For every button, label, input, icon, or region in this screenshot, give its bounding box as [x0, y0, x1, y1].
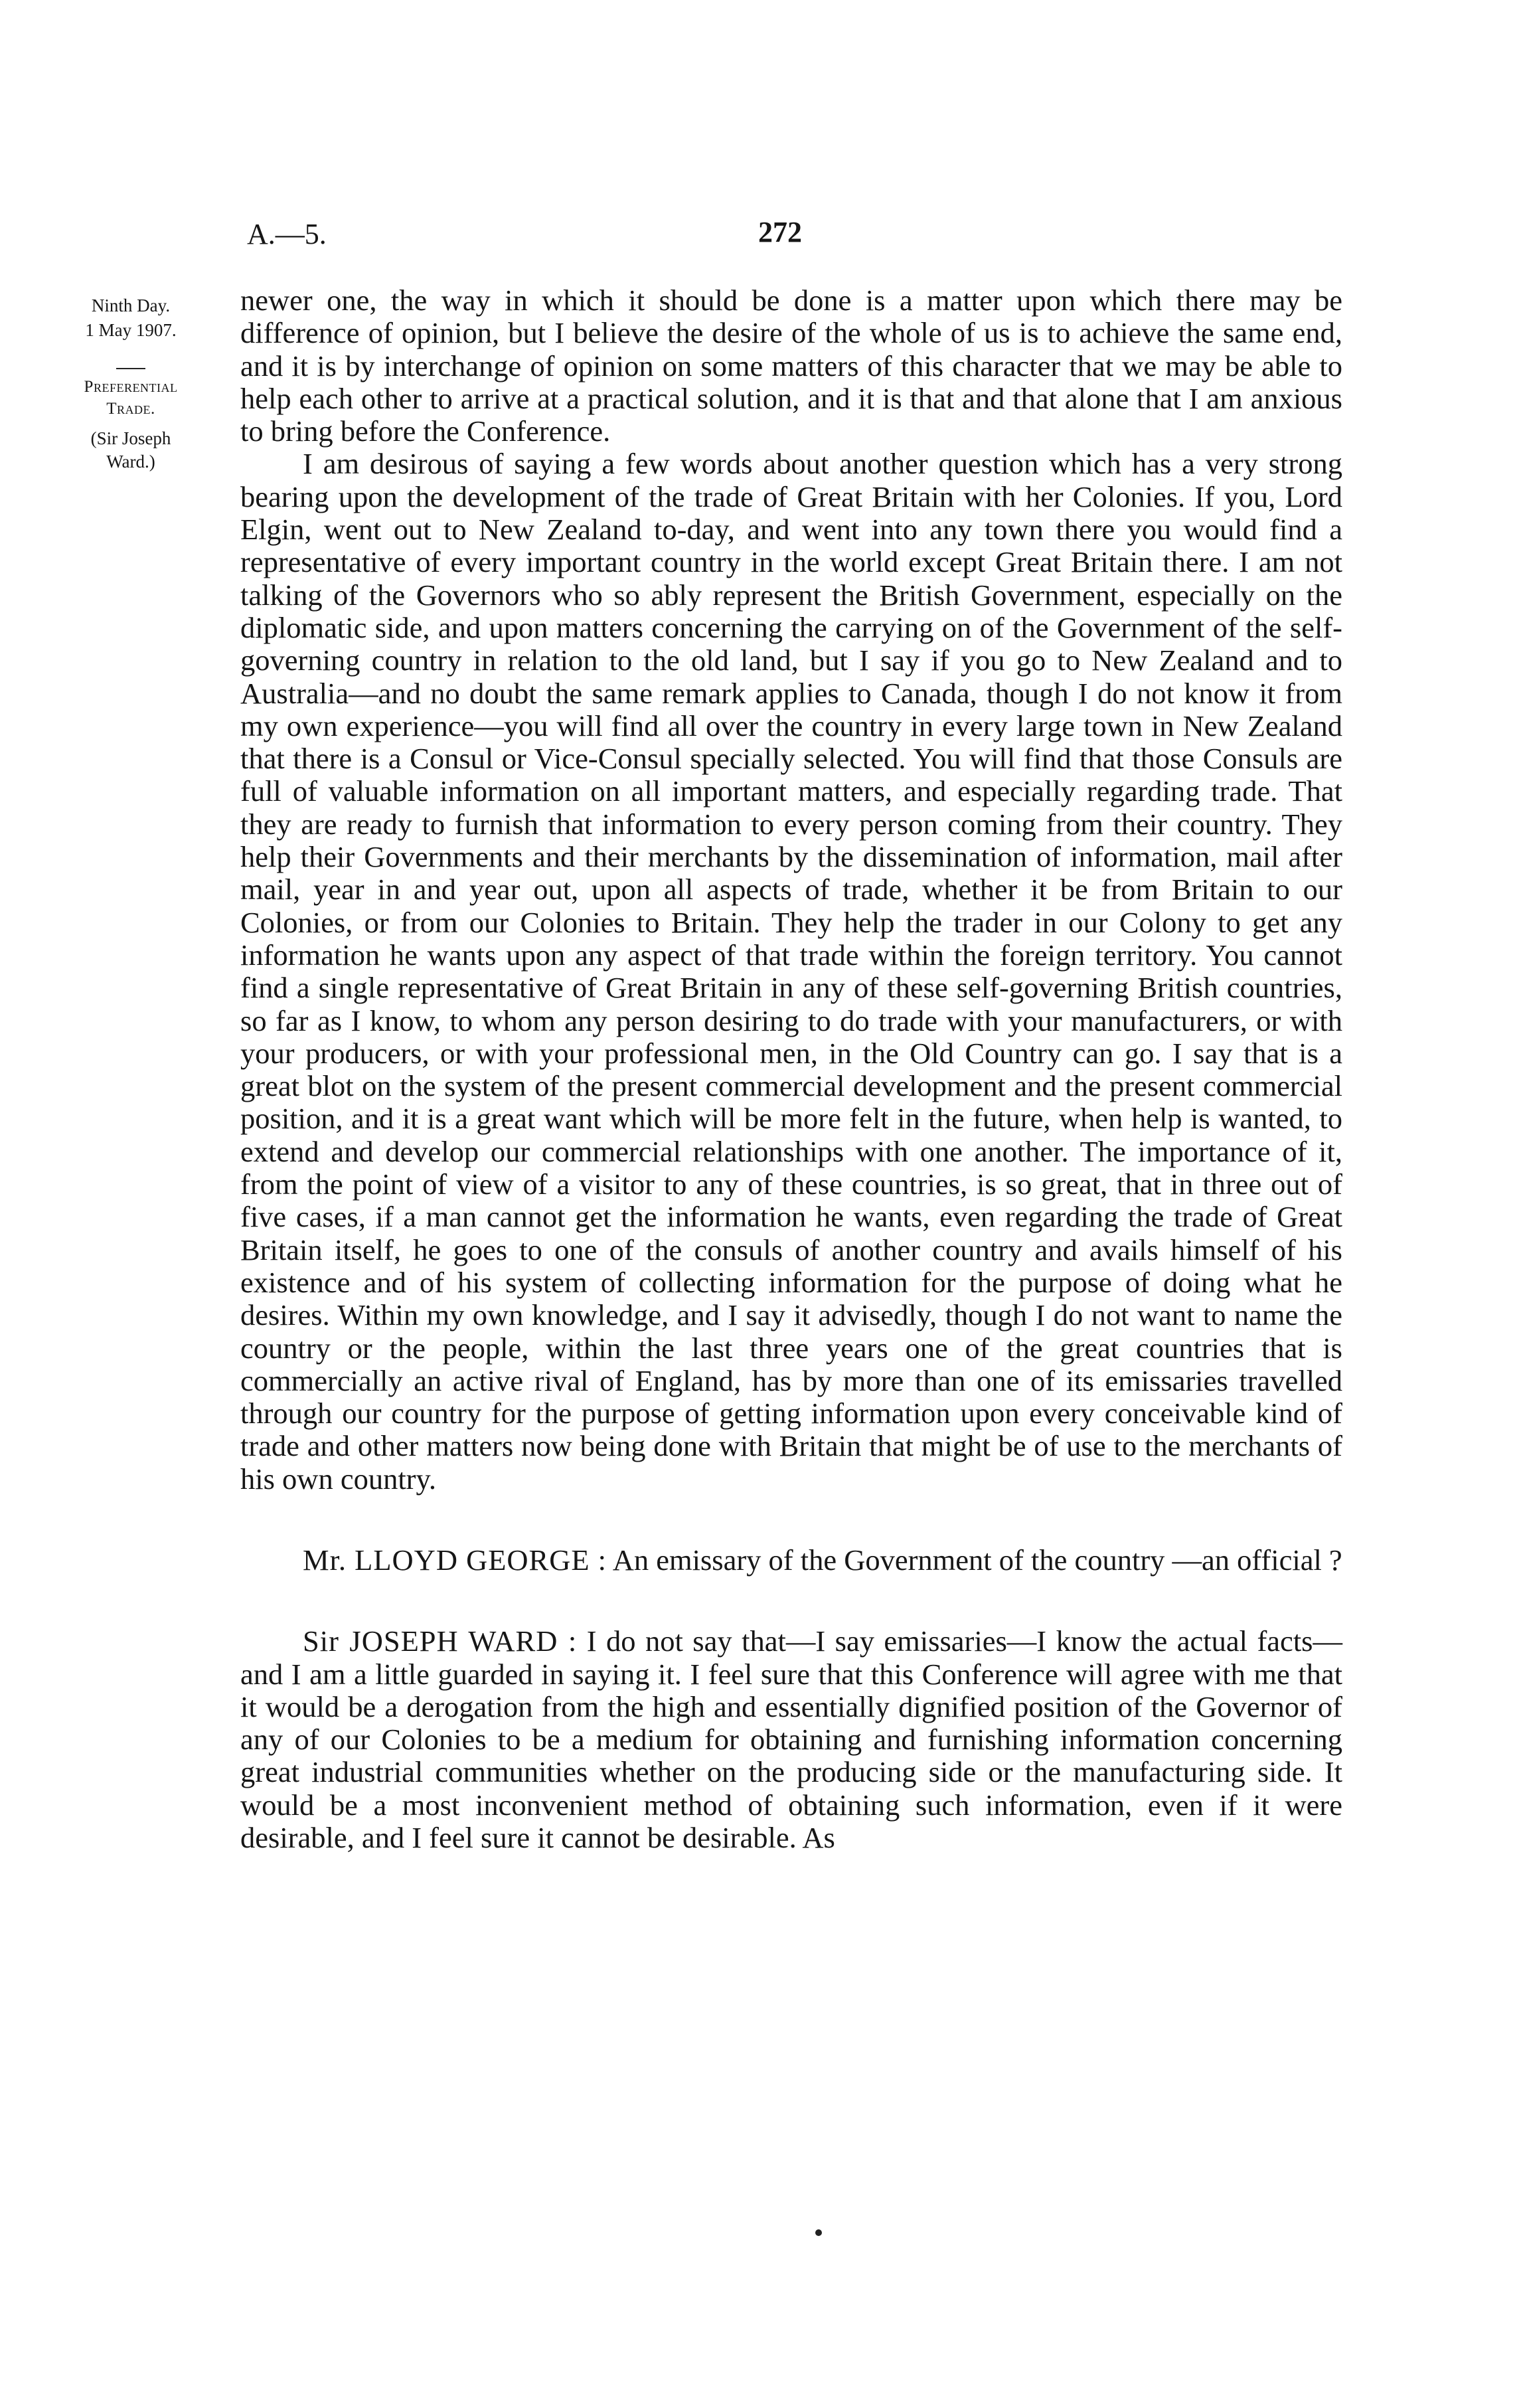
margin-note-topic-line2: Trade.: [106, 400, 155, 418]
margin-note-speaker-line1: (Sir Joseph: [90, 428, 171, 448]
margin-note-speaker-line2: Ward.): [106, 452, 155, 472]
paragraph-consuls: I am desirous of saying a few words about another question which has a very strong bearing upon the development of the trade of Great Britain with her Colonies. If you, Lord Elgin, went out to New Zealand to-day, and went into any town there you would find a representative of every important country in the world except Great Britain there. I am not talking of the Governors who so ably represent the British Government, especially on the diplomatic side, and upon matters concerning the carrying on of the Government of the self-governing country in relation to the old land, but I say if you go to New Zealand and to Australia—and no doubt the same remark applies to Canada, though I do not know it from my own experience—you will find all over the country in every large town in New Zealand that there is a Consul or Vice-Consul specially selected. You will find that those Consuls are full of valuable information on all important matters, and especially regarding trade. That they are ready to furnish that information to every person coming from their country. They help their Governments and their merchants by the dissemination of information, mail after mail, year in and year out, upon all aspects of trade, whether it be from Britain to our Colonies, or from our Colonies to Britain. They help the trader in our Colony to get any information he wants upon any aspect of that trade within the foreign territory. You cannot find a single representative of Great Britain in any of these self-governing British countries, so far as I know, to whom any person desiring to do trade with your manufacturers, or with your producers, or with your professional men, in the Old Country can go. I say that is a great blot on the system of the present commercial development and the present commercial position, and it is a great want which will be more felt in the future, when help is wanted, to extend and develop our commercial relationships with one another. The importance of it, from the point of view of a visitor to any of these countries, is so great, that in three out of five cases, if a man cannot get the information he wants, even regarding the trade of Great Britain itself, he goes to one of the consuls of another country and avails himself of his existence and of his system of collecting information for the purpose of doing what he desires. Within my own knowledge, and I say it advisedly, though I do not want to name the country or the people, within the last three years one of the great countries that is commercially an active rival of England, has by more than one of its emissaries travelled through our country for the purpose of getting information upon every conceivable kind of trade and other matters now being done with Britain that might be of use to the merchants of his own country.: [240, 447, 1342, 1496]
speech-text: An emissary of the Government of the country —an official ?: [612, 1543, 1342, 1577]
speech-joseph-ward: [240, 1625, 1342, 1854]
page-number: 272: [758, 216, 802, 248]
speaker-name: Sir JOSEPH WARD :: [303, 1624, 578, 1658]
speech-lloyd-george: [240, 1544, 1342, 1577]
margin-note-rule: [116, 368, 145, 369]
page-header-ref: A.—5.: [247, 218, 327, 250]
speaker-name: Mr. LLOYD GEORGE :: [303, 1543, 607, 1577]
margin-note-topic-line1: Preferential: [84, 378, 178, 396]
paragraph-continued: newer one, the way in which it should be done is a matter upon which there may be difference of opinion, but I believe the desire of the whole of us is to achieve the same end, and it is by interchange of opinion on some matters of this character that we may be able to help each other to arrive at a practical solution, and it is that and that alone that I am anxious to bring before the Conference.: [240, 284, 1342, 448]
body-text: [240, 284, 1342, 1854]
margin-notes: [41, 294, 220, 474]
speech-text: I do not say that—I say emissaries—I know the actual facts—and I am a little guarded in saying it. I feel sure that this Conference will agree with me that it would be a derogation from the high and essentially dignified position of the Governor of any of our Colonies to be a medium for obtaining and furnishing information concerning great industrial communities whether on the producing side or the manufacturing side. It would be a most inconvenient method of obtaining such information, even if it were desirable, and I feel sure it cannot be desirable. As: [240, 1624, 1342, 1855]
margin-note-day: Ninth Day.: [91, 296, 171, 315]
margin-note-date: 1 May 1907.: [85, 320, 177, 340]
page-mark-dot: [815, 2229, 822, 2236]
